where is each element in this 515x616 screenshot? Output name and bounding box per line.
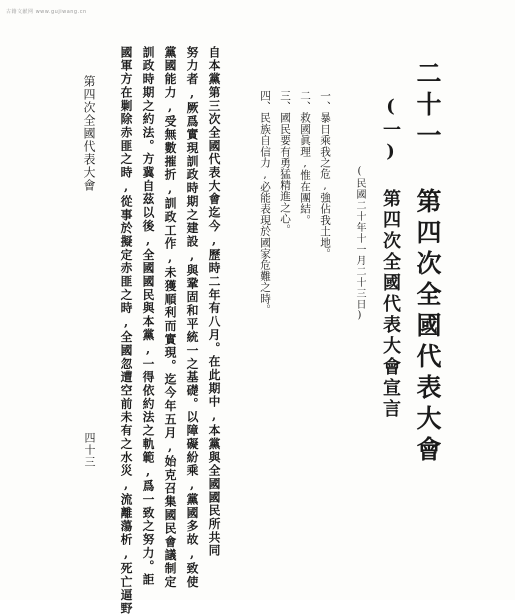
section-subtitle: (一) 第四次全國代表大會宣言 [380, 96, 401, 420]
body-column-3: 黨國能力,受無數摧折,訓政工作,未獲順利而實現。迄今年五月,始克召集國民會議制定 [163, 46, 177, 589]
point-4: 四、民族自信力,必能表現於國家危難之時。 [259, 90, 271, 316]
running-title: 第四次全國代表大會 [82, 75, 96, 192]
page-number: 四十三 [83, 432, 96, 468]
point-1: 一、暴日乘我之危,強佔我土地。 [319, 90, 331, 260]
body-column-5: 國軍方在剿除赤匪之時,從事於擬定赤匪之時,全國忽遭空前未有之水災,流離蕩析,死亡逼野 [119, 46, 133, 616]
section-title: 二十一 第四次全國代表大會 [413, 60, 442, 467]
body-column-2: 努力者,厥爲實現訓政時期之建設,與鞏固和平統一之基礎。以障礙紛乘,黨國多故,致使 [185, 46, 199, 589]
watermark: 古籍文献网 www.gujiwang.cn [6, 9, 87, 15]
date-line: (民國二十年十一月二十三日) [354, 166, 365, 322]
point-2: 二、救國眞理,惟在團結。 [299, 90, 311, 226]
body-column-1: 自本黨第三次全國代表大會迄今,歷時二年有八月。在此期中,本黨與全國國民所共同 [207, 46, 221, 558]
body-column-4: 訓政時期之約法。方冀自茲以後,全國國民與本黨,一得依約法之軌範,爲一致之努力。詎 [141, 46, 155, 587]
point-3: 三、國民要有勇猛精進之心。 [279, 90, 291, 236]
